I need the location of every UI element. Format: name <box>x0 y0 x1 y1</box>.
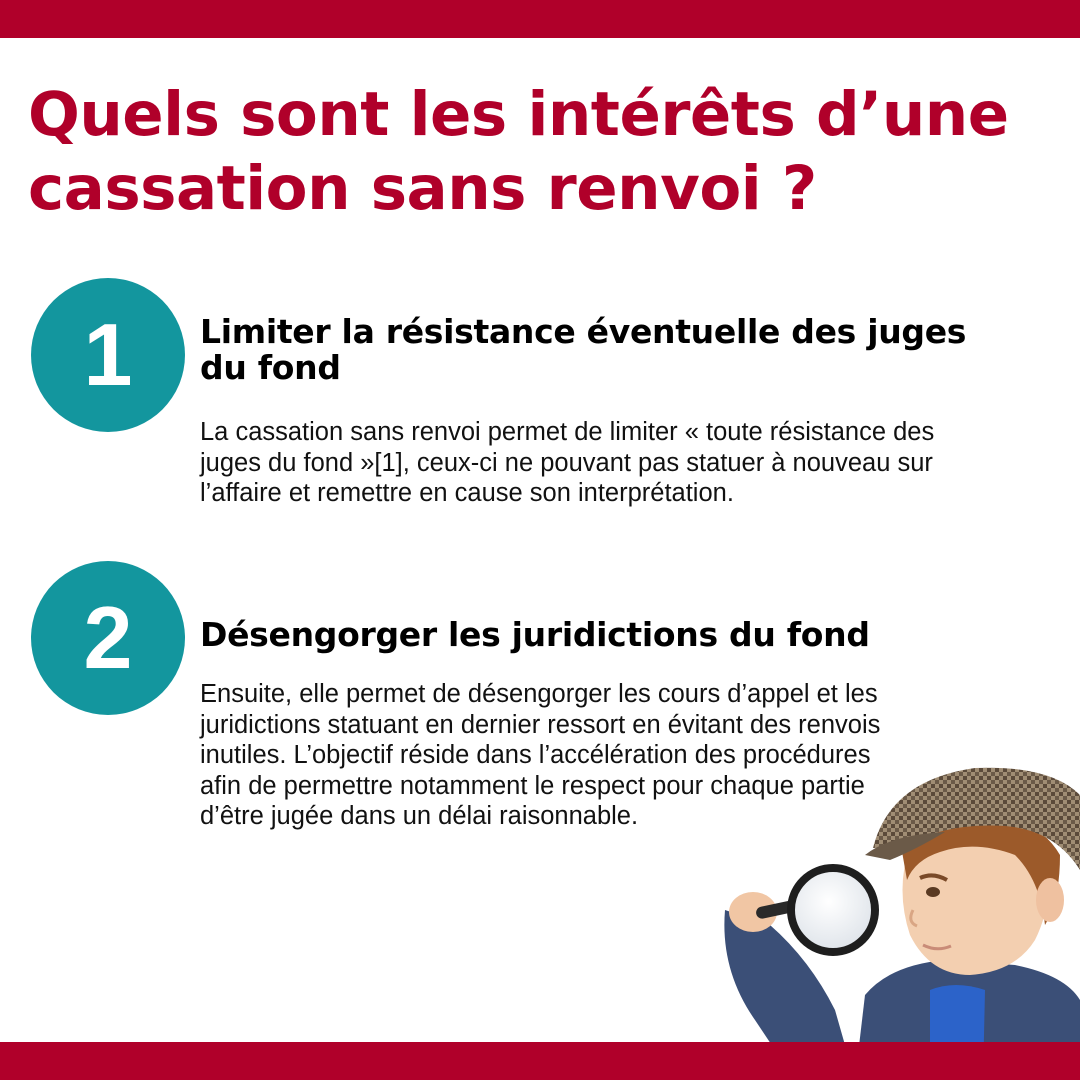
page-title: Quels sont les intérêts d’une cassation sans renvoi ? <box>28 79 1009 224</box>
point-text-2: Ensuite, elle permet de désengorger les cours d’appel et les juridictions statuant en dernier ressort en évitant des renvois inutiles. L’objectif réside dans l’accélération des procédures afin de permettre notamment le respect pour chaque partie d’être jugée dans un délai raisonnable. <box>200 680 881 830</box>
point-heading-2: Désengorger les juridictions du fond <box>200 615 870 654</box>
point-text-1: La cassation sans renvoi permet de limiter « toute résistance des juges du fond »[1], ceux-ci ne pouvant pas statuer à nouveau sur l’affaire et remettre en cause son interprétation. <box>200 418 935 507</box>
child-detective-illustration <box>715 760 1080 1080</box>
top-banner <box>0 0 1080 38</box>
step-number-2: 2 <box>31 561 185 715</box>
point-heading-1: Limiter la résistance éventuelle des juges du fond <box>200 312 967 387</box>
bottom-banner <box>0 1042 1080 1080</box>
step-number-1: 1 <box>31 278 185 432</box>
